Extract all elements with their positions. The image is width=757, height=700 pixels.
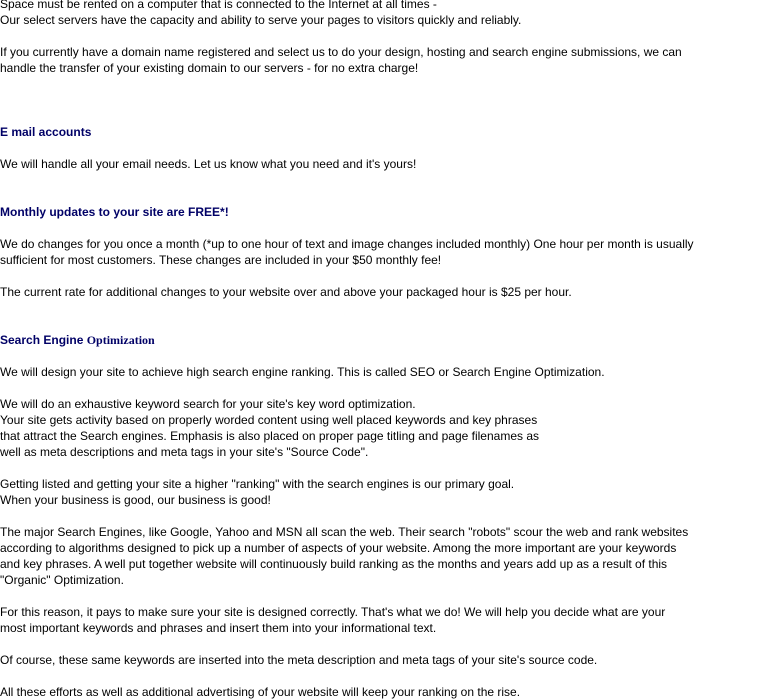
updates-heading: Monthly updates to your site are FREE*! — [0, 205, 229, 219]
seo-keyword-line: We will do an exhaustive keyword search for your site's key word optimization. — [0, 397, 416, 411]
seo-keyword-line: well as meta descriptions and meta tags in your site's "Source Code". — [0, 445, 369, 459]
seo-engines-line: according to algorithms designed to pick up a number of aspects of your website. Among the more important are your keywords — [0, 541, 677, 555]
email-heading: E mail accounts — [0, 125, 92, 139]
seo-engines-line: "Organic" Optimization. — [0, 573, 124, 587]
seo-meta: Of course, these same keywords are inserted into the meta description and meta tags of your site's source code. — [0, 653, 598, 667]
updates-body-line: sufficient for most customers. These changes are included in your $50 monthly fee! — [0, 253, 442, 267]
hosting-text-line: Our select servers have the capacity and ability to serve your pages to visitors quickly and reliably. — [0, 13, 522, 27]
updates-rate: The current rate for additional changes to your website over and above your packaged hour is $25 per hour. — [0, 285, 572, 299]
seo-closing: All these efforts as well as additional advertising of your website will keep your ranking on the rise. — [0, 685, 521, 699]
seo-heading-part1: Search Engine — [0, 333, 84, 347]
updates-body-line: We do changes for you once a month (*up to one hour of text and image changes included monthly) One hour per month is usually — [0, 237, 694, 251]
seo-intro: We will design your site to achieve high search engine ranking. This is called SEO or Search Engine Optimization. — [0, 365, 605, 379]
seo-keyword-line: that attract the Search engines. Emphasis is also placed on proper page titling and page filenames as — [0, 429, 539, 443]
seo-reason-line: For this reason, it pays to make sure your site is designed correctly. That's what we do! We will help you decide what are your — [0, 605, 666, 619]
seo-heading — [0, 332, 757, 348]
seo-engines-line: and key phrases. A well put together website will continuously build ranking as the months and years add up as a result of this — [0, 557, 668, 571]
seo-reason-line: most important keywords and phrases and insert them into your informational text. — [0, 621, 437, 635]
seo-engines-line: The major Search Engines, like Google, Yahoo and MSN all scan the web. Their search "robots" scour the web and rank websites — [0, 525, 689, 539]
email-body: We will handle all your email needs. Let us know what you need and it's yours! — [0, 157, 417, 171]
transfer-text-line: handle the transfer of your existing domain to our servers - for no extra charge! — [0, 61, 419, 75]
seo-goal-line: Getting listed and getting your site a higher "ranking" with the search engines is our primary goal. — [0, 477, 515, 491]
transfer-text-line: If you currently have a domain name registered and select us to do your design, hosting and search engine submissions, we can — [0, 45, 682, 59]
seo-goal-line: When your business is good, our business is good! — [0, 493, 271, 507]
seo-heading-part2: Optimization — [86, 333, 155, 347]
seo-keyword-line: Your site gets activity based on properly worded content using well placed keywords and key phrases — [0, 413, 538, 427]
hosting-text-line: Space must be rented on a computer that is connected to the Internet at all times - — [0, 0, 437, 11]
